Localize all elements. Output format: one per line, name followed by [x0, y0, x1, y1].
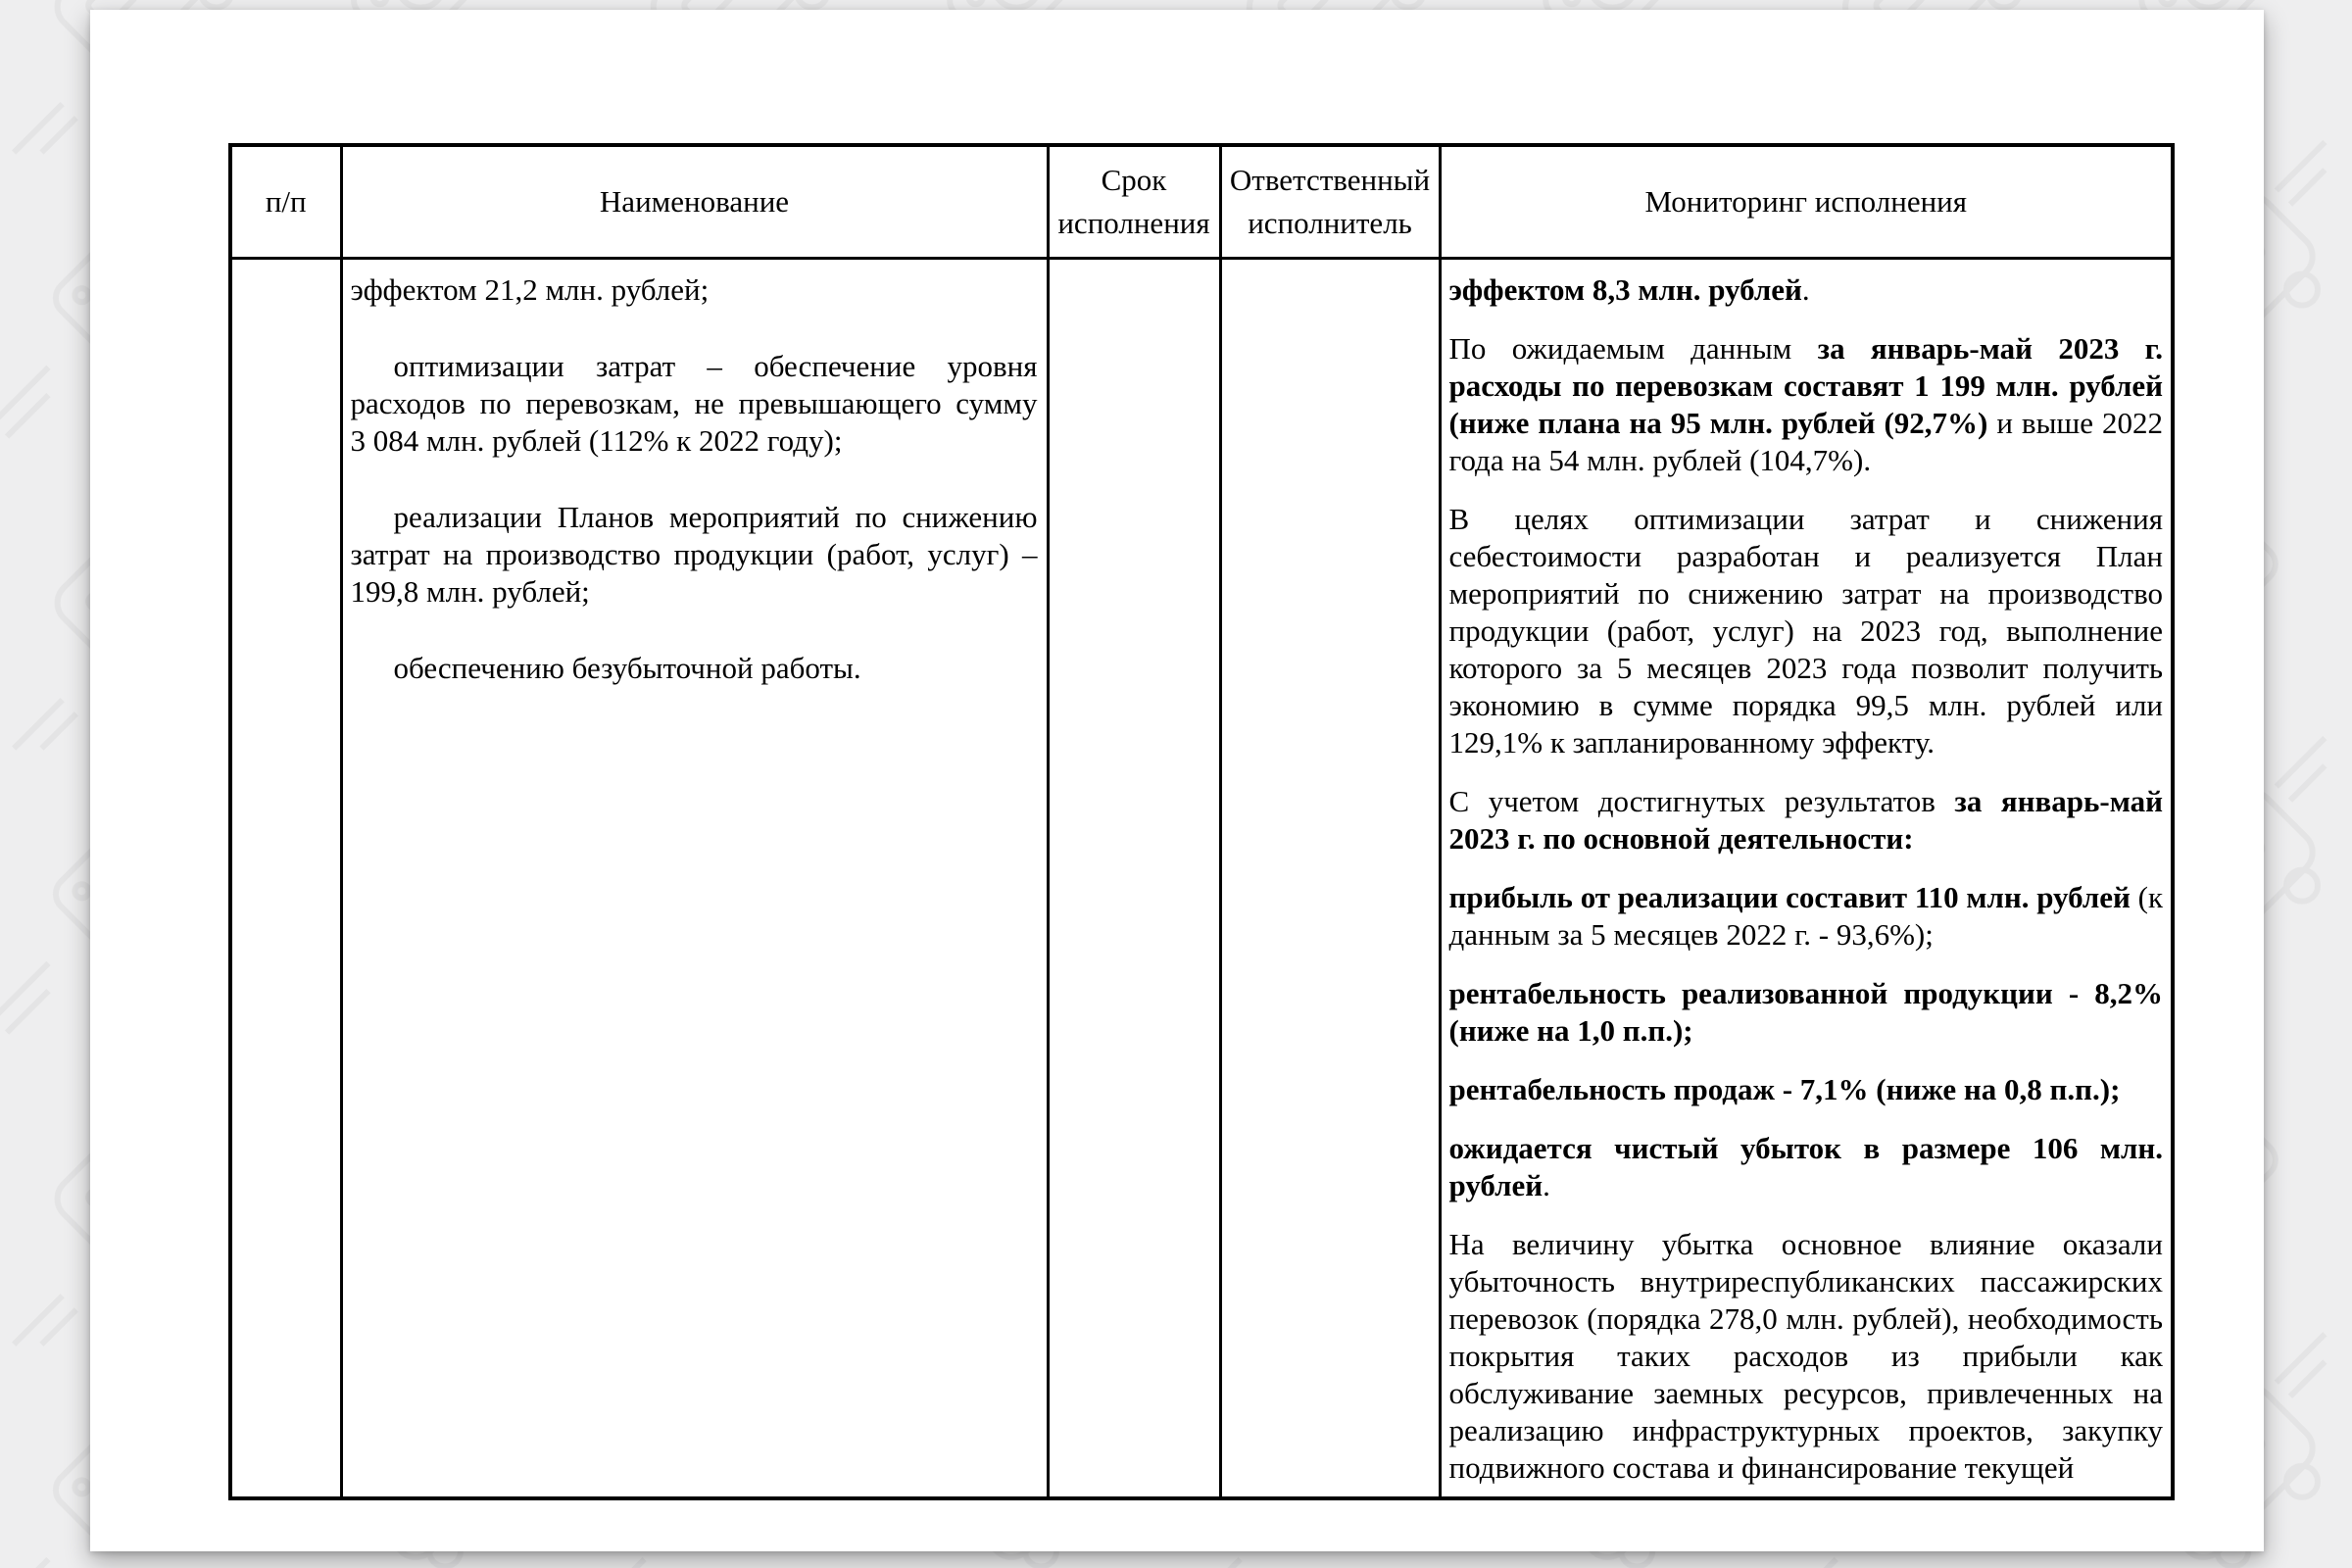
text-run: (к данным за 5 месяцев 2022 г. - 93,6%);: [1448, 880, 2164, 952]
paragraph: [351, 499, 1038, 611]
header-srok-ispolneniya: Срок исполнения: [1048, 145, 1220, 259]
paragraph: [351, 271, 1038, 309]
bold-text-run: ожидается чистый убыток в размере 106 млн. рублей: [1448, 1131, 2163, 1202]
table-header-row: [230, 145, 2173, 259]
text-run: На величину убытка основное влияние оказали убыточность внутриреспубликанских пассажирских перевозок (порядка 278,0 млн. рублей), необходимость покрытия таких расходов из прибыли как обслуживание заемных ресурсов, привлеченных на реализацию инфраструктурных проектов, закупку подвижного состава и финансирование текущей: [1448, 1227, 2163, 1485]
paragraph: [1449, 330, 2164, 479]
header-otvetstvennyi-ispolnitel: Ответственный исполнитель: [1220, 145, 1440, 259]
monitoring-table: [228, 143, 2175, 1500]
cell-otvetstvennyi-ispolnitel: [1220, 259, 1440, 1499]
cell-naimenovanie: [341, 259, 1048, 1499]
paragraph: [351, 650, 1038, 687]
bold-text-run: рентабельность реализованной продукции - 8,2% (ниже на 1,0 п.п.);: [1448, 976, 2163, 1048]
cell-npp: [230, 259, 341, 1499]
text-run: и выше 2022 года на 54 млн. рублей (104,7%).: [1448, 406, 2164, 477]
paragraph: [1449, 879, 2164, 954]
cell-monitoring: [1440, 259, 2173, 1499]
header-monitoring-ispolneniya: Мониторинг исполнения: [1440, 145, 2173, 259]
header-npp: п/п: [230, 145, 341, 259]
paragraph: [1449, 271, 2164, 309]
paragraph: [1449, 1071, 2164, 1108]
paragraph: [1449, 783, 2164, 858]
bold-text-run: за январь-май 2023 г. по основной деятельности:: [1448, 784, 2163, 856]
bold-text-run: прибыль от реализации составит 110 млн. рублей: [1448, 880, 2131, 914]
bold-text-run: за январь-май 2023 г. расходы по перевозкам составят 1 199 млн. рублей (ниже плана на 95 млн. рублей (92,7%): [1448, 331, 2163, 440]
text-run: оптимизации затрат – обеспечение уровня расходов по перевозкам, не превышающего сумму 3 084 млн. рублей (112% к 2022 году);: [350, 349, 1038, 458]
text-run: С учетом достигнутых результатов: [1448, 784, 1955, 818]
document-page: [90, 10, 2264, 1551]
header-naimenovanie: Наименование: [341, 145, 1048, 259]
text-run: По ожидаемым данным: [1448, 331, 1818, 366]
text-run: .: [1543, 1168, 1550, 1202]
paragraph: [1449, 501, 2164, 761]
paragraph: [1449, 1226, 2164, 1487]
text-run: .: [1801, 272, 1810, 307]
bold-text-run: рентабельность продаж - 7,1% (ниже на 0,8 п.п.);: [1448, 1072, 2121, 1106]
table-row: [230, 259, 2173, 1499]
cell-srok-ispolneniya: [1048, 259, 1220, 1499]
text-run: эффектом 21,2 млн. рублей;: [350, 272, 710, 307]
paragraph: [351, 348, 1038, 460]
paragraph: [1449, 1130, 2164, 1204]
monitoring-text: [1442, 260, 2172, 1496]
text-run: обеспечению безубыточной работы.: [393, 651, 861, 685]
bold-text-run: эффектом 8,3 млн. рублей: [1448, 272, 1802, 307]
text-run: реализации Планов мероприятий по снижению затрат на производство продукции (работ, услуг) – 199,8 млн. рублей;: [350, 500, 1038, 609]
text-run: В целях оптимизации затрат и снижения себестоимости разработан и реализуется План мероприятий по снижению затрат на производство продукции (работ, услуг) на 2023 год, выполнение которого за 5 месяцев 2023 года позволит получить экономию в сумме порядка 99,5 млн. рублей или 129,1% к запланированному эффекту.: [1448, 502, 2163, 760]
paragraph: [1449, 975, 2164, 1050]
naimenovanie-text: [343, 260, 1047, 1496]
